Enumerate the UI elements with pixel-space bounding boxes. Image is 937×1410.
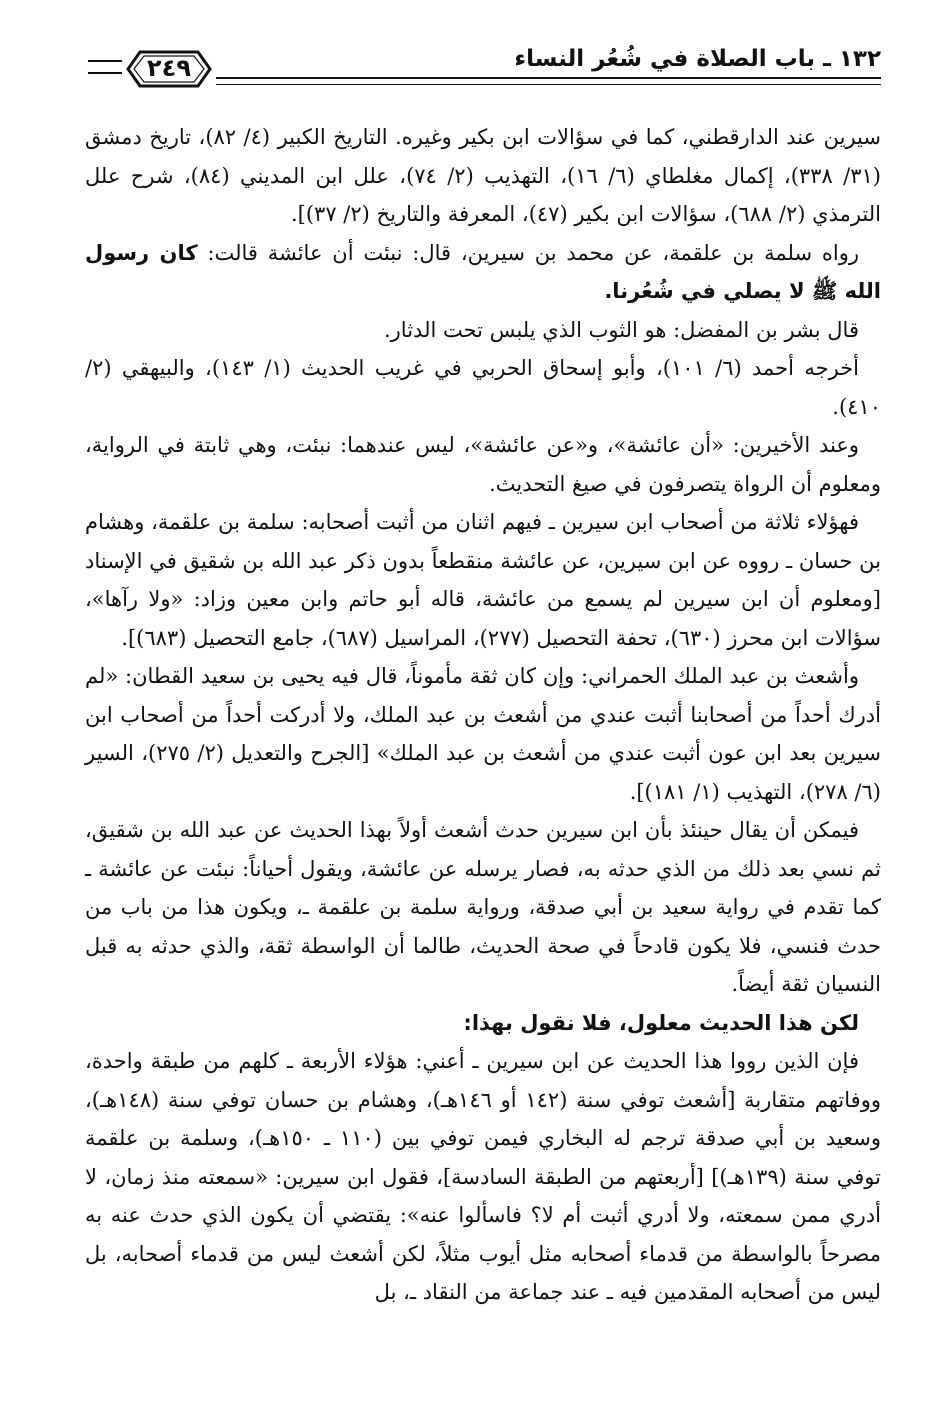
running-title: ١٣٢ ـ باب الصلاة في شُعُر النساء <box>514 46 881 72</box>
paragraph-possibility: فيمكن أن يقال حينئذ بأن ابن سيرين حدث أشعث أولاً بهذا الحديث عن عبد الله بن شقيق، ثم نسي بعد ذلك من الذي حدثه به، فصار يرسله عن عائشة، ويقول أحياناً: نبئت عن عائشة ـ كما تقدم في رواية سعيد بن أبي صدقة، ورواية سلمة بن علقمة ـ، ويكون هذا من باب من حدث فنسي، فلا يكون قادحاً في صحة الحديث، طالما أن الواسطة ثقة، والذي حدثه به قبل النسيان ثقة أيضاً. <box>85 818 881 996</box>
paragraph-continuation: سيرين عند الدارقطني، كما في سؤالات ابن بكير وغيره. التاريخ الكبير (٤/ ٨٢)، تاريخ دمشق (٣١/ ٣٣٨)، إكمال مغلطاي (٦/ ١٦)، التهذيب (٢/ ٧٤)، علل ابن المديني (٨٤)، شرح علل الترمذي (٢/ ٦٨٨)، سؤالات ابن بكير (٤٧)، المعرفة والتاريخ (٢/ ٣٧)]. <box>85 125 881 226</box>
paragraph-takhrij: أخرجه أحمد (٦/ ١٠١)، وأبو إسحاق الحربي في غريب الحديث (١/ ١٤٣)، والبيهقي (٢/ ٤١٠). <box>85 356 881 419</box>
narration-text: رواه سلمة بن علقمة، عن محمد بن سيرين، قال: نبئت أن عائشة قالت: <box>197 240 859 265</box>
header-rule <box>216 77 881 85</box>
page-body <box>85 118 881 1312</box>
paragraph-narrators: فهؤلاء ثلاثة من أصحاب ابن سيرين ـ فيهم اثنان من أثبت أصحابه: سلمة بن علقمة، وهشام بن حسان ـ رووه عن ابن سيرين، عن عائشة منقطعاً بدون ذكر عبد الله بن شقيق في الإسناد [ومعلوم أن ابن سيرين لم يسمع من عائشة، قاله أبو حاتم وابن معين وزاد: «ولا رآها»، سؤالات ابن محرز (٦٣٠)، تحفة التحصيل (٢٧٧)، المراسيل (٦٨٧)، جامع التحصيل (٦٨٣)]. <box>85 510 881 650</box>
paragraph-hadith-narration <box>85 234 881 311</box>
paragraph-conclusion-heading: لكن هذا الحديث معلول، فلا نقول بهذا: <box>463 1010 859 1035</box>
page-number-ornament <box>126 48 212 90</box>
header-rule-left <box>88 60 122 74</box>
page-number: ٢٤٩ <box>147 54 191 82</box>
page-header <box>88 40 881 100</box>
hadith-text: كان رسول الله ﷺ لا يصلي في شُعُرنا. <box>85 240 881 303</box>
paragraph-argument: فإن الذين رووا هذا الحديث عن ابن سيرين ـ أعني: هؤلاء الأربعة ـ كلهم من طبقة واحدة، ووفاتهم متقاربة [أشعث توفي سنة (١٤٢ أو ١٤٦هـ)، وهشام بن حسان توفي سنة (١٤٨هـ)، وسعيد بن أبي صدقة ترجم له البخاري فيمن توفي بين (١١٠ ـ ١٥٠هـ)، وسلمة بن علقمة توفي سنة (١٣٩هـ)] [أربعتهم من الطبقة السادسة]، فقول ابن سيرين: «سمعته منذ زمان، لا أدري ممن سمعته، ولا أدري أثبت أم لا؟ فاسألوا عنه»: يقتضي أن يكون الذي حدث عنه به مصرحاً بالواسطة من قدماء أصحابه مثل أيوب مثلاً، لكن أشعث ليس من قدماء أصحابه، بل ليس من أصحابه المقدمين فيه ـ عند جماعة من النقاد ـ، بل <box>85 1049 881 1304</box>
paragraph-explanation: قال بشر بن المفضل: هو الثوب الذي يلبس تحت الدثار. <box>383 317 859 342</box>
paragraph-ashath: وأشعث بن عبد الملك الحمراني: وإن كان ثقة مأموناً، قال فيه يحيى بن سعيد القطان: «لم أدرك أحداً من أصحابنا أثبت عندي من أشعث بن عبد الملك، ولا أدركت أحداً من أصحاب ابن سيرين بعد ابن عون أثبت عندي من أشعث بن عبد الملك» [الجرح والتعديل (٢/ ٢٧٥)، السير (٦/ ٢٧٨)، التهذيب (١/ ١٨١)]. <box>85 664 881 804</box>
paragraph-wording-note: وعند الأخيرين: «أن عائشة»، و«عن عائشة»، ليس عندهما: نبئت، وهي ثابتة في الرواية، ومعلوم أن الرواة يتصرفون في صيغ التحديث. <box>85 433 881 496</box>
